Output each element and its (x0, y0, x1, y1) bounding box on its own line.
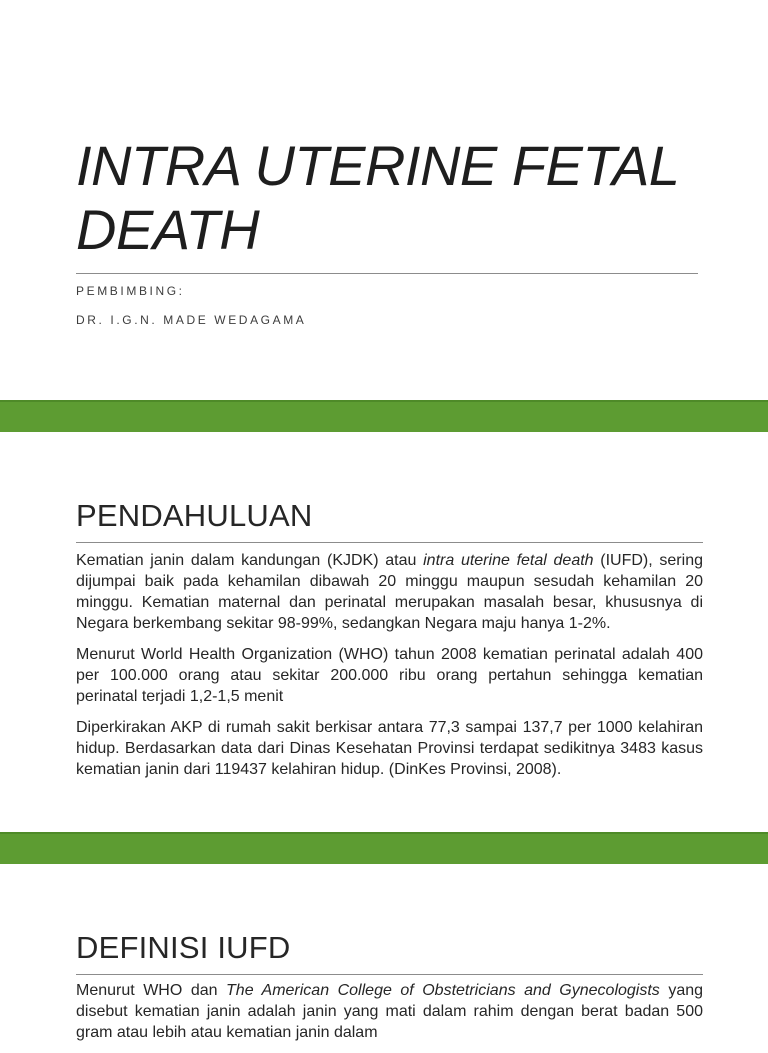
paragraph: Menurut WHO dan The American College of Obstetricians and Gynecologists yang disebut kematian janin adalah janin yang mati dalam rahim dengan berat badan 500 gram atau lebih atau kematian janin dalam (76, 982, 704, 1041)
presentation-title (76, 134, 716, 262)
slide-pendahuluan (0, 432, 768, 832)
section-heading: PENDAHULUAN (76, 498, 313, 533)
slide-separator-band (0, 400, 768, 432)
paragraph: Kematian janin dalam kandungan (KJDK) atau intra uterine fetal death (IUFD), sering dijumpai baik pada kehamilan dibawah 20 minggu maupun sesudah kehamilan 20 minggu. Kematian maternal dan perinatal merupakan masalah besar, khususnya di Negara berkembang sekitar 98-99%, sedangkan Negara maju hanya 1-2%. (76, 552, 703, 632)
section-body (76, 550, 703, 790)
section-body (76, 980, 703, 1053)
title-divider (76, 273, 698, 274)
emphasis-term: The American College of Obstetricians and Gynecologists (226, 982, 660, 999)
heading-divider (76, 974, 703, 975)
slide-definisi (0, 864, 768, 1041)
advisor-label: PEMBIMBING: (76, 284, 185, 298)
slide-separator-band (0, 832, 768, 864)
advisor-name: DR. I.G.N. MADE WEDAGAMA (76, 313, 307, 327)
slide-title (0, 0, 768, 400)
title-line-2: DEATH (76, 198, 260, 261)
paragraph: Diperkirakan AKP di rumah sakit berkisar antara 77,3 sampai 137,7 per 1000 kelahiran hidup. Berdasarkan data dari Dinas Kesehatan Provinsi terdapat sedikitnya 3483 kasus kematian janin dari 119437 kelahiran hidup. (DinKes Provinsi, 2008). (76, 719, 703, 778)
paragraph: Menurut World Health Organization (WHO) tahun 2008 kematian perinatal adalah 400 per 100.000 orang atau sekitar 200.000 ribu orang pertahun sehingga kematian perinatal terjadi 1,2-1,5 menit (76, 646, 703, 705)
emphasis-term: intra uterine fetal death (423, 552, 594, 569)
title-line-1: INTRA UTERINE FETAL (76, 134, 680, 197)
heading-divider (76, 542, 703, 543)
section-heading: DEFINISI IUFD (76, 930, 291, 965)
